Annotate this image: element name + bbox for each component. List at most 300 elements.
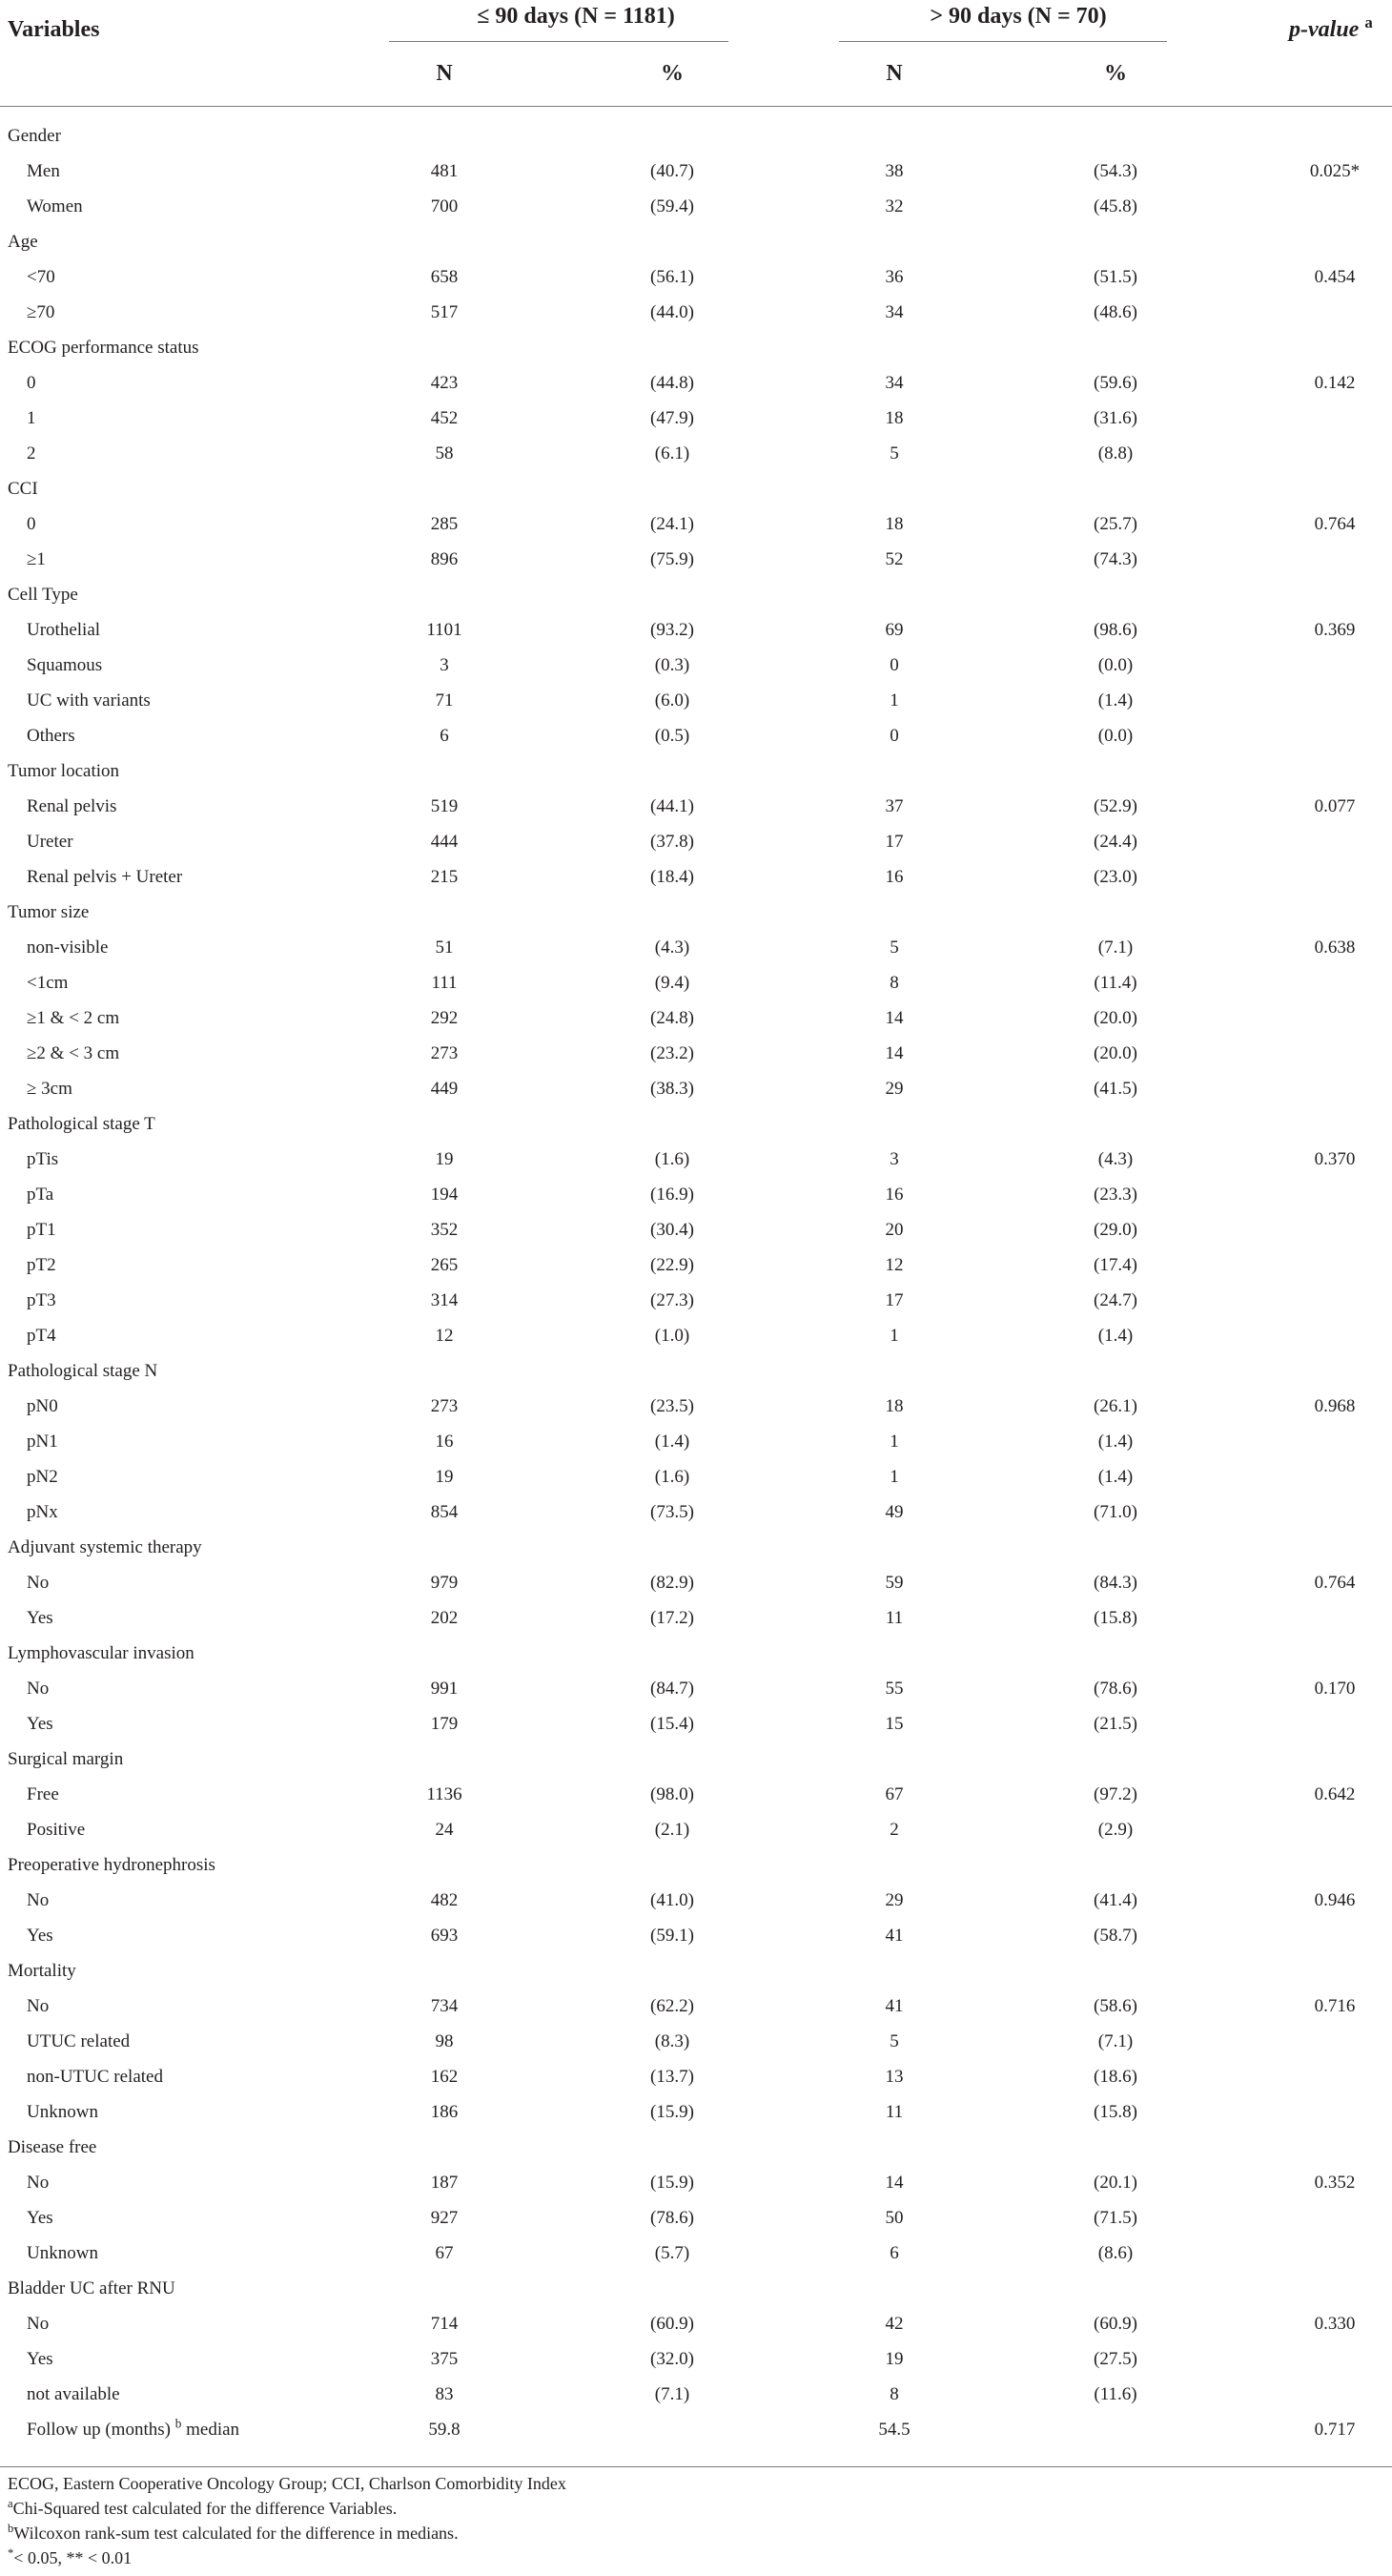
group-row xyxy=(0,895,1392,930)
cell-pvalue: 0.025* xyxy=(1309,161,1361,181)
cell-pct-gt90: (1.4) xyxy=(1097,690,1134,711)
cell-pct-le90: (62.2) xyxy=(650,1996,694,2016)
cell-pct-le90: (59.1) xyxy=(650,1926,694,1946)
label-text: No xyxy=(27,1573,50,1593)
cell-pct-le90: (24.1) xyxy=(650,514,694,534)
cell-n-le90: 19 xyxy=(435,1149,454,1169)
table-row xyxy=(0,2236,1392,2271)
row-label xyxy=(27,436,36,471)
label-text: Disease free xyxy=(8,2137,97,2157)
table-row xyxy=(0,648,1392,683)
cell-pct-gt90: (1.4) xyxy=(1097,1326,1134,1346)
table-row xyxy=(0,1706,1392,1741)
table-row xyxy=(0,542,1392,577)
label-text: Unknown xyxy=(27,2102,98,2122)
cell-n-gt90: 54.5 xyxy=(878,2420,911,2440)
cell-pvalue: 0.717 xyxy=(1314,2420,1356,2440)
cell-n-gt90: 2 xyxy=(890,1820,899,1840)
group-label xyxy=(8,1530,202,1565)
row-label xyxy=(27,154,60,189)
cell-pvalue: 0.352 xyxy=(1314,2173,1356,2193)
cell-pct-le90: (30.4) xyxy=(650,1220,694,1240)
cell-n-gt90: 29 xyxy=(885,1079,904,1099)
cell-pct-le90: (1.4) xyxy=(654,1432,690,1452)
row-label xyxy=(27,1283,56,1318)
label-text: non-UTUC related xyxy=(27,2067,163,2087)
cell-n-le90: 67 xyxy=(435,2243,454,2263)
cell-pct-gt90: (20.1) xyxy=(1094,2173,1137,2193)
table-row xyxy=(0,2306,1392,2341)
cell-n-le90: 658 xyxy=(430,267,459,287)
cell-pvalue: 0.170 xyxy=(1314,1679,1356,1699)
table-row xyxy=(0,2059,1392,2094)
label-text: Free xyxy=(27,1784,59,1804)
cell-pct-le90: (24.8) xyxy=(650,1008,694,1028)
label-text: 0 xyxy=(27,373,36,393)
group-label xyxy=(8,2130,96,2165)
cell-n-le90: 423 xyxy=(430,373,459,393)
pvalue-label: p-value xyxy=(1289,17,1360,42)
label-text: No xyxy=(27,1679,50,1699)
cell-pct-gt90: (15.8) xyxy=(1094,1608,1137,1628)
header-variables: Variables xyxy=(8,17,100,42)
cell-n-le90: 98 xyxy=(435,2031,454,2051)
cell-n-gt90: 19 xyxy=(885,2349,904,2369)
cell-pct-le90: (17.2) xyxy=(650,1608,694,1628)
subheader-n1: N xyxy=(436,61,453,86)
label-suffix: median xyxy=(186,2420,240,2440)
row-label xyxy=(27,1706,53,1741)
cell-n-le90: 1101 xyxy=(426,620,462,640)
cell-n-gt90: 0 xyxy=(890,726,899,746)
cell-pct-gt90: (54.3) xyxy=(1094,161,1137,181)
cell-pct-le90: (23.5) xyxy=(650,1396,694,1416)
cell-n-le90: 444 xyxy=(430,832,459,852)
cell-pct-gt90: (31.6) xyxy=(1094,408,1137,428)
cell-n-gt90: 59 xyxy=(885,1573,904,1593)
label-text: Cell Type xyxy=(8,585,78,605)
table-row xyxy=(0,1918,1392,1953)
cell-n-le90: 273 xyxy=(430,1043,459,1063)
cell-pct-gt90: (60.9) xyxy=(1094,2314,1137,2334)
cell-pct-le90: (15.9) xyxy=(650,2102,694,2122)
group-label xyxy=(8,118,61,154)
cell-pvalue: 0.142 xyxy=(1314,373,1356,393)
table-row xyxy=(0,1459,1392,1494)
subheader-n2: N xyxy=(886,61,903,86)
table-row xyxy=(0,1671,1392,1706)
row-label xyxy=(27,1071,72,1106)
group-row xyxy=(0,118,1392,154)
cell-n-gt90: 32 xyxy=(885,196,904,216)
label-text: pTis xyxy=(27,1149,59,1169)
table-row xyxy=(0,1600,1392,1636)
cell-pct-gt90: (17.4) xyxy=(1094,1255,1137,1275)
group-row xyxy=(0,1847,1392,1883)
row-label xyxy=(27,2200,53,2236)
row-label xyxy=(27,1671,49,1706)
subheader-pct1: % xyxy=(661,61,684,86)
label-text: Positive xyxy=(27,1820,86,1840)
cell-n-le90: 285 xyxy=(430,514,459,534)
table-row xyxy=(0,1424,1392,1459)
group-row xyxy=(0,330,1392,365)
cell-pct-gt90: (26.1) xyxy=(1094,1396,1137,1416)
cell-pct-gt90: (20.0) xyxy=(1094,1008,1137,1028)
table-row xyxy=(0,1036,1392,1071)
cell-n-gt90: 17 xyxy=(885,1290,904,1310)
label-text: pN0 xyxy=(27,1396,58,1416)
cell-pct-gt90: (8.8) xyxy=(1097,443,1134,464)
header-pvalue xyxy=(1289,15,1373,44)
cell-pct-gt90: (58.6) xyxy=(1094,1996,1137,2016)
row-label xyxy=(27,189,83,224)
cell-pct-le90: (7.1) xyxy=(654,2384,690,2404)
cell-n-gt90: 29 xyxy=(885,1890,904,1910)
cell-pct-le90: (47.9) xyxy=(650,408,694,428)
row-label xyxy=(27,1212,56,1247)
cell-pct-le90: (41.0) xyxy=(650,1890,694,1910)
cell-pvalue: 0.369 xyxy=(1314,620,1356,640)
group-row xyxy=(0,1106,1392,1142)
cell-n-gt90: 69 xyxy=(885,620,904,640)
label-text: Preoperative hydronephrosis xyxy=(8,1855,215,1875)
cell-n-gt90: 0 xyxy=(890,655,899,675)
label-text: Ureter xyxy=(27,832,73,852)
cell-n-le90: 375 xyxy=(430,2349,459,2369)
cell-n-gt90: 14 xyxy=(885,1043,904,1063)
label-text: Yes xyxy=(27,1714,53,1734)
cell-pct-le90: (56.1) xyxy=(650,267,694,287)
cell-n-le90: 71 xyxy=(435,690,454,711)
cell-n-le90: 273 xyxy=(430,1396,459,1416)
label-text: No xyxy=(27,2314,50,2334)
label-text: ≥ 3cm xyxy=(27,1079,72,1099)
table-row xyxy=(0,2341,1392,2377)
label-text: Men xyxy=(27,161,60,181)
row-label xyxy=(27,2377,120,2412)
cell-n-le90: 693 xyxy=(430,1926,459,1946)
label-text: No xyxy=(27,1890,50,1910)
group-label xyxy=(8,895,89,930)
table-row xyxy=(0,1212,1392,1247)
table-row xyxy=(0,1000,1392,1036)
label-text: pT2 xyxy=(27,1255,56,1275)
table-row xyxy=(0,824,1392,859)
header-group-gt90: > 90 days (N = 70) xyxy=(930,4,1107,29)
label-text: Urothelial xyxy=(27,620,101,640)
cell-n-gt90: 49 xyxy=(885,1502,904,1522)
row-label xyxy=(27,1494,58,1530)
cell-pct-gt90: (71.0) xyxy=(1094,1502,1137,1522)
label-text: Others xyxy=(27,726,75,746)
label-text: Lymphovascular invasion xyxy=(8,1643,194,1663)
cell-n-gt90: 34 xyxy=(885,302,904,322)
header-group-le90: ≤ 90 days (N = 1181) xyxy=(477,4,675,29)
cell-pct-le90: (40.7) xyxy=(650,161,694,181)
row-label xyxy=(27,1812,85,1847)
row-label xyxy=(27,789,116,824)
label-text: Tumor location xyxy=(8,761,119,781)
cell-pct-le90: (0.5) xyxy=(654,726,690,746)
label-text: Mortality xyxy=(8,1961,76,1981)
table-row xyxy=(0,436,1392,471)
cell-pvalue: 0.764 xyxy=(1314,514,1356,534)
cell-pct-gt90: (41.4) xyxy=(1094,1890,1137,1910)
cell-n-gt90: 18 xyxy=(885,514,904,534)
table-row xyxy=(0,683,1392,718)
row-label xyxy=(27,2094,98,2130)
table-row xyxy=(0,365,1392,401)
row-label xyxy=(27,965,68,1000)
table-row xyxy=(0,154,1392,189)
cell-pct-gt90: (27.5) xyxy=(1094,2349,1137,2369)
row-label xyxy=(27,2165,49,2200)
label-text: Follow up (months) xyxy=(27,2420,171,2440)
row-label xyxy=(27,1036,119,1071)
row-label xyxy=(27,2412,239,2447)
cell-n-le90: 12 xyxy=(435,1326,454,1346)
footnote-significance xyxy=(8,2545,132,2570)
table-row xyxy=(0,789,1392,824)
table-row xyxy=(0,2024,1392,2059)
label-text: pN1 xyxy=(27,1432,58,1452)
row-label xyxy=(27,1777,59,1812)
label-text: No xyxy=(27,2173,50,2193)
cell-n-le90: 24 xyxy=(435,1820,454,1840)
label-text: Renal pelvis + Ureter xyxy=(27,867,183,887)
label-text: UTUC related xyxy=(27,2031,131,2051)
group2-underline xyxy=(839,41,1167,42)
cell-n-gt90: 37 xyxy=(885,796,904,816)
cell-n-le90: 179 xyxy=(430,1714,459,1734)
group-label xyxy=(8,471,38,506)
cell-n-gt90: 36 xyxy=(885,267,904,287)
cell-n-gt90: 16 xyxy=(885,867,904,887)
cell-pct-le90: (44.8) xyxy=(650,373,694,393)
row-label xyxy=(27,542,46,577)
cell-pct-le90: (4.3) xyxy=(654,938,690,958)
cell-pct-le90: (9.4) xyxy=(654,973,690,993)
cell-n-le90: 452 xyxy=(430,408,459,428)
cell-n-le90: 162 xyxy=(430,2067,459,2087)
cell-pct-gt90: (1.4) xyxy=(1097,1432,1134,1452)
footnote-b-text: Wilcoxon rank-sum test calculated for the difference in medians. xyxy=(13,2524,459,2543)
cell-n-gt90: 41 xyxy=(885,1996,904,2016)
row-label xyxy=(27,401,36,436)
cell-n-le90: 265 xyxy=(430,1255,459,1275)
cell-pct-le90: (60.9) xyxy=(650,2314,694,2334)
cell-pct-le90: (1.6) xyxy=(654,1149,690,1169)
group-row xyxy=(0,2271,1392,2306)
cell-n-gt90: 5 xyxy=(890,443,899,464)
label-text: 1 xyxy=(27,408,36,428)
label-text: Pathological stage T xyxy=(8,1114,155,1134)
cell-n-le90: 854 xyxy=(430,1502,459,1522)
cell-pct-le90: (98.0) xyxy=(650,1784,694,1804)
cell-n-le90: 194 xyxy=(430,1185,459,1205)
cell-pct-gt90: (59.6) xyxy=(1094,373,1137,393)
cell-pct-gt90: (45.8) xyxy=(1094,196,1137,216)
row-label xyxy=(27,1459,58,1494)
cell-pct-le90: (15.9) xyxy=(650,2173,694,2193)
cell-n-le90: 449 xyxy=(430,1079,459,1099)
cell-pct-le90: (15.4) xyxy=(650,1714,694,1734)
label-text: 2 xyxy=(27,443,36,464)
table-row xyxy=(0,2094,1392,2130)
cell-n-le90: 482 xyxy=(430,1890,459,1910)
row-label xyxy=(27,2341,53,2377)
cell-pct-le90: (6.1) xyxy=(654,443,690,464)
group-row xyxy=(0,1353,1392,1389)
cell-n-gt90: 5 xyxy=(890,938,899,958)
row-label xyxy=(27,1389,58,1424)
cell-pct-le90: (18.4) xyxy=(650,867,694,887)
table-row xyxy=(0,401,1392,436)
cell-pct-le90: (22.9) xyxy=(650,1255,694,1275)
cell-n-gt90: 18 xyxy=(885,1396,904,1416)
cell-pct-gt90: (7.1) xyxy=(1097,2031,1134,2051)
cell-n-gt90: 16 xyxy=(885,1185,904,1205)
table-row xyxy=(0,259,1392,295)
table-row xyxy=(0,2377,1392,2412)
cell-pvalue: 0.638 xyxy=(1314,938,1356,958)
group-label xyxy=(8,224,38,259)
cell-pct-gt90: (71.5) xyxy=(1094,2208,1137,2228)
label-text: ECOG performance status xyxy=(8,338,199,358)
cell-n-le90: 517 xyxy=(430,302,459,322)
row-label xyxy=(27,1000,119,1036)
group-label xyxy=(8,1847,215,1883)
label-text: non-visible xyxy=(27,938,109,958)
cell-pct-gt90: (21.5) xyxy=(1094,1714,1137,1734)
row-label xyxy=(27,1883,49,1918)
cell-n-le90: 927 xyxy=(430,2208,459,2228)
cell-pct-gt90: (74.3) xyxy=(1094,549,1137,569)
cell-pct-le90: (23.2) xyxy=(650,1043,694,1063)
row-label xyxy=(27,506,36,542)
cell-n-gt90: 12 xyxy=(885,1255,904,1275)
table-row xyxy=(0,859,1392,895)
row-label xyxy=(27,259,55,295)
cell-pvalue: 0.716 xyxy=(1314,1996,1356,2016)
cell-pct-gt90: (15.8) xyxy=(1094,2102,1137,2122)
row-label xyxy=(27,2024,130,2059)
cell-n-gt90: 55 xyxy=(885,1679,904,1699)
cell-n-gt90: 6 xyxy=(890,2243,899,2263)
cell-pct-gt90: (84.3) xyxy=(1094,1573,1137,1593)
cell-n-le90: 991 xyxy=(430,1679,459,1699)
row-label xyxy=(27,1565,49,1600)
label-text: Adjuvant systemic therapy xyxy=(8,1537,202,1557)
cell-pct-le90: (84.7) xyxy=(650,1679,694,1699)
cell-pct-le90: (5.7) xyxy=(654,2243,690,2263)
label-text: pT4 xyxy=(27,1326,56,1346)
group-label xyxy=(8,1741,123,1777)
table-row xyxy=(0,1389,1392,1424)
cell-n-le90: 16 xyxy=(435,1432,454,1452)
label-sup: b xyxy=(174,2416,182,2431)
group-row xyxy=(0,753,1392,789)
cell-n-gt90: 15 xyxy=(885,1714,904,1734)
table-row xyxy=(0,1247,1392,1283)
row-label xyxy=(27,718,75,753)
cell-pct-gt90: (0.0) xyxy=(1097,655,1134,675)
cell-pct-gt90: (52.9) xyxy=(1094,796,1137,816)
table-row xyxy=(0,965,1392,1000)
cell-pct-gt90: (0.0) xyxy=(1097,726,1134,746)
cell-n-gt90: 41 xyxy=(885,1926,904,1946)
cell-pct-le90: (82.9) xyxy=(650,1573,694,1593)
cell-pct-gt90: (24.4) xyxy=(1094,832,1137,852)
cell-pct-le90: (27.3) xyxy=(650,1290,694,1310)
cell-n-gt90: 14 xyxy=(885,2173,904,2193)
cell-n-le90: 700 xyxy=(430,196,459,216)
table-row xyxy=(0,1989,1392,2024)
cell-n-le90: 83 xyxy=(435,2384,454,2404)
cell-pct-le90: (75.9) xyxy=(650,549,694,569)
label-text: pT3 xyxy=(27,1290,56,1310)
cell-n-gt90: 52 xyxy=(885,549,904,569)
cell-pct-gt90: (11.4) xyxy=(1094,973,1137,993)
label-text: Yes xyxy=(27,1608,53,1628)
cell-n-gt90: 14 xyxy=(885,1008,904,1028)
table-row xyxy=(0,1565,1392,1600)
cell-n-le90: 314 xyxy=(430,1290,459,1310)
cell-n-le90: 59.8 xyxy=(428,2420,461,2440)
group-label xyxy=(8,577,78,612)
cell-n-le90: 896 xyxy=(430,549,459,569)
table-row xyxy=(0,189,1392,224)
cell-pct-le90: (93.2) xyxy=(650,620,694,640)
cell-n-gt90: 42 xyxy=(885,2314,904,2334)
label-text: not available xyxy=(27,2384,120,2404)
cell-pct-le90: (73.5) xyxy=(650,1502,694,1522)
table-row xyxy=(0,506,1392,542)
table-row xyxy=(0,1812,1392,1847)
cell-pct-le90: (2.1) xyxy=(654,1820,690,1840)
cell-n-le90: 714 xyxy=(430,2314,459,2334)
label-text: Surgical margin xyxy=(8,1749,124,1769)
cell-n-gt90: 11 xyxy=(885,2102,904,2122)
cell-pct-gt90: (8.6) xyxy=(1097,2243,1134,2263)
cell-n-le90: 979 xyxy=(430,1573,459,1593)
label-text: Yes xyxy=(27,2208,53,2228)
table-row xyxy=(0,1318,1392,1353)
cell-n-gt90: 11 xyxy=(885,1608,904,1628)
label-text: Renal pelvis xyxy=(27,796,117,816)
label-text: Gender xyxy=(8,126,61,146)
label-text: Unknown xyxy=(27,2243,98,2263)
cell-pvalue: 0.370 xyxy=(1314,1149,1356,1169)
row-label xyxy=(27,1247,56,1283)
cell-pvalue: 0.330 xyxy=(1314,2314,1356,2334)
label-text: Bladder UC after RNU xyxy=(8,2278,175,2298)
group-row xyxy=(0,2130,1392,2165)
cell-n-le90: 187 xyxy=(430,2173,459,2193)
row-label xyxy=(27,824,73,859)
table-row xyxy=(0,1142,1392,1177)
cell-pct-le90: (6.0) xyxy=(654,690,690,711)
cell-n-le90: 481 xyxy=(430,161,459,181)
subheader-pct2: % xyxy=(1104,61,1127,86)
cell-pct-gt90: (51.5) xyxy=(1094,267,1137,287)
row-label xyxy=(27,1600,53,1636)
table-row xyxy=(0,2165,1392,2200)
cell-n-gt90: 3 xyxy=(890,1149,899,1169)
cell-n-le90: 215 xyxy=(430,867,459,887)
table-row xyxy=(0,295,1392,330)
